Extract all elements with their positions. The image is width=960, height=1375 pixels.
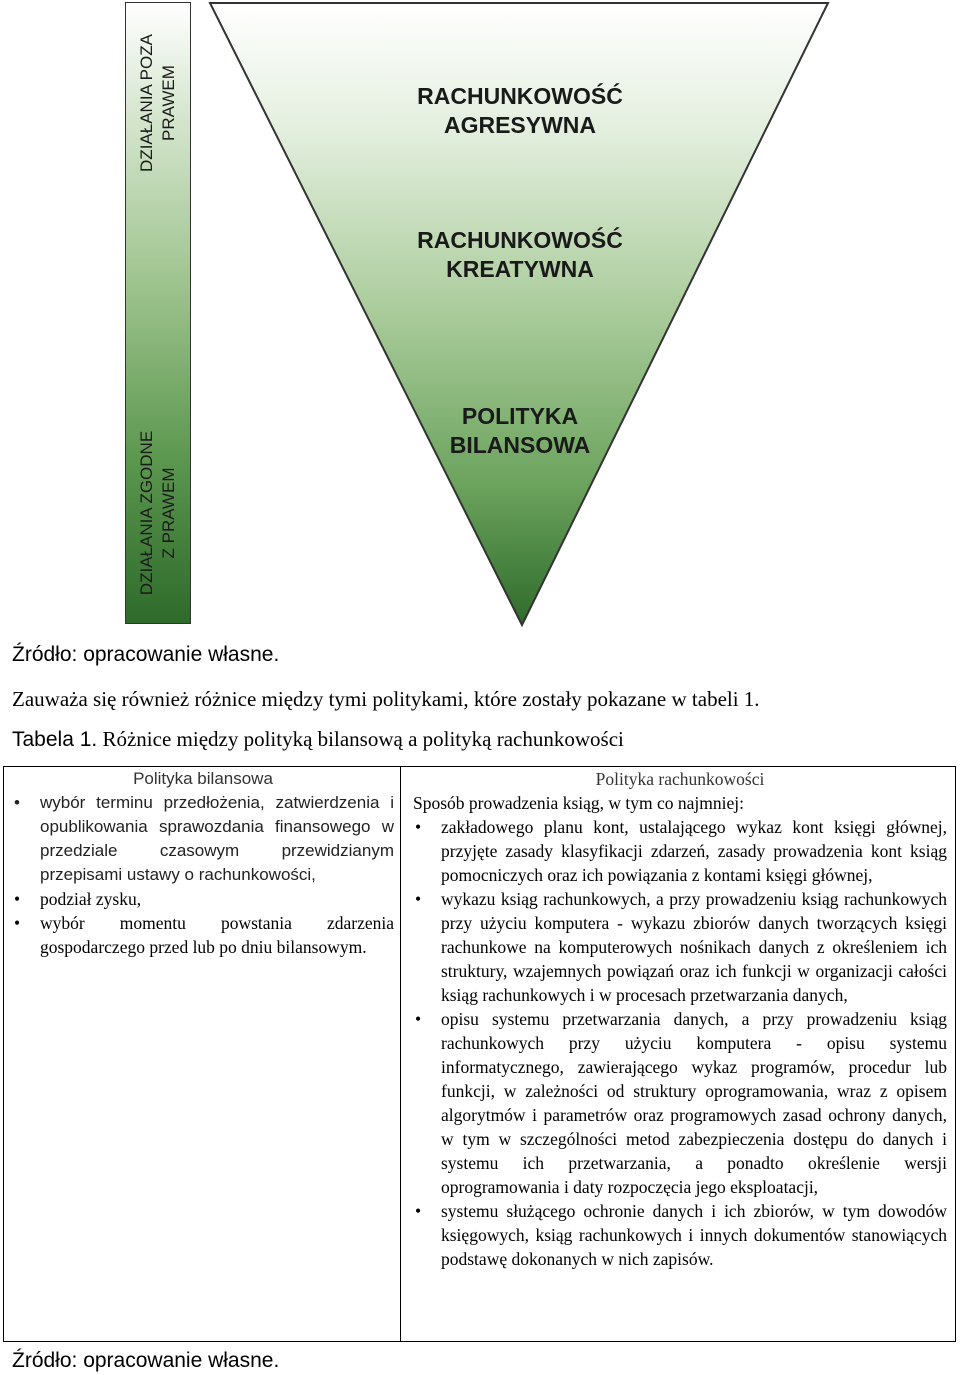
bullet-icon: [415, 1007, 421, 1031]
scale-top-label: DZIAŁANIA POZA PRAWEM: [137, 34, 178, 172]
figure-diagram: [0, 0, 960, 630]
column-header-balance-policy: Polityka bilansowa: [133, 769, 273, 788]
list-item: [12, 791, 394, 887]
list-item-text: wybór momentu powstania zdarzenia gospodarczego przed lub po dniu bilansowym.: [40, 913, 394, 957]
list-item: [413, 887, 947, 1007]
list-item: [12, 911, 394, 959]
table-column-accounting-policy: [400, 767, 955, 1341]
table-column-balance-policy: [4, 767, 400, 1341]
intro-paragraph: Zauważa się również różnice między tymi politykami, które zostały pokazane w tabeli 1.: [12, 687, 760, 711]
list-item: [413, 1007, 947, 1199]
table-caption-prefix: Tabela 1.: [12, 728, 98, 751]
bullet-icon: [415, 815, 421, 839]
right-column-intro: Sposób prowadzenia ksiąg, w tym co najmniej:: [413, 793, 744, 813]
table-caption-title: Różnice między polityką bilansową a polityką rachunkowości: [102, 727, 624, 751]
list-item: [413, 815, 947, 887]
list-item-text: systemu służącego ochronie danych i ich zbiorów, w tym dowodów księgowych, ksiąg rachunkowych i innych dokumentów stanowiących podstawę dokonanych w nich zapisów.: [441, 1201, 947, 1269]
label-balance-policy: POLITYKA BILANSOWA: [449, 403, 591, 458]
bullet-icon: [415, 1199, 421, 1223]
bullet-icon: [415, 887, 421, 911]
table-source: Źródło: opracowanie własne.: [12, 1349, 280, 1372]
bullet-icon: [14, 791, 20, 815]
comparison-table: [3, 766, 956, 1342]
list-item-text: zakładowego planu kont, ustalającego wykaz kont księgi głównej, przyjęte zasady klasyfikacji zdarzeń, zasady prowadzenia kont ksiąg pomocniczych oraz ich powiązania z kontami księgi głównej,: [441, 817, 947, 885]
list-item-text: opisu systemu przetwarzania danych, a przy prowadzeniu ksiąg rachunkowych przy użyciu komputera - opisu systemu informatycznego, zawierającego wykaz programów, procedur lub funkcji, w zależności od struktury oprogramowania, wraz z opisem algorytmów i parametrów oraz programowych zasad ochrony danych, w tym w szczególności metod zabezpieczenia dostępu do danych i systemu ich przetwarzania, a ponadto określenie wersji oprogramowania i daty rozpoczęcia jego eksploatacji,: [441, 1009, 947, 1197]
list-item: [413, 1199, 947, 1271]
scale-bottom-label: DZIAŁANIA ZGODNE Z PRAWEM: [137, 430, 178, 596]
list-item-text: wykazu ksiąg rachunkowych, a przy prowadzeniu ksiąg rachunkowych przy użyciu komputera - wykazu zbiorów danych tworzących księgi rachunkowe na komputerowych nośnikach danych z określeniem ich struktury, wzajemnych powiązań oraz ich funkcji w organizacji całości ksiąg rachunkowych i w procesach przetwarzania danych,: [441, 889, 947, 1005]
figure-source: Źródło: opracowanie własne.: [12, 643, 280, 666]
list-item-text: podział zysku,: [40, 889, 142, 909]
label-aggressive-accounting: RACHUNKOWOŚĆ AGRESYWNA: [417, 83, 623, 138]
column-header-accounting-policy: Polityka rachunkowości: [595, 769, 765, 789]
list-item: [12, 887, 394, 911]
bullet-icon: [14, 911, 20, 935]
table-caption: [12, 726, 624, 753]
label-creative-accounting: RACHUNKOWOŚĆ KREATYWNA: [417, 227, 623, 282]
list-item-text: wybór terminu przedłożenia, zatwierdzenia i opublikowania sprawozdania finansowego w przedziale czasowym przewidzianym przepisami ustawy o rachunkowości,: [40, 793, 394, 884]
bullet-icon: [14, 887, 20, 911]
